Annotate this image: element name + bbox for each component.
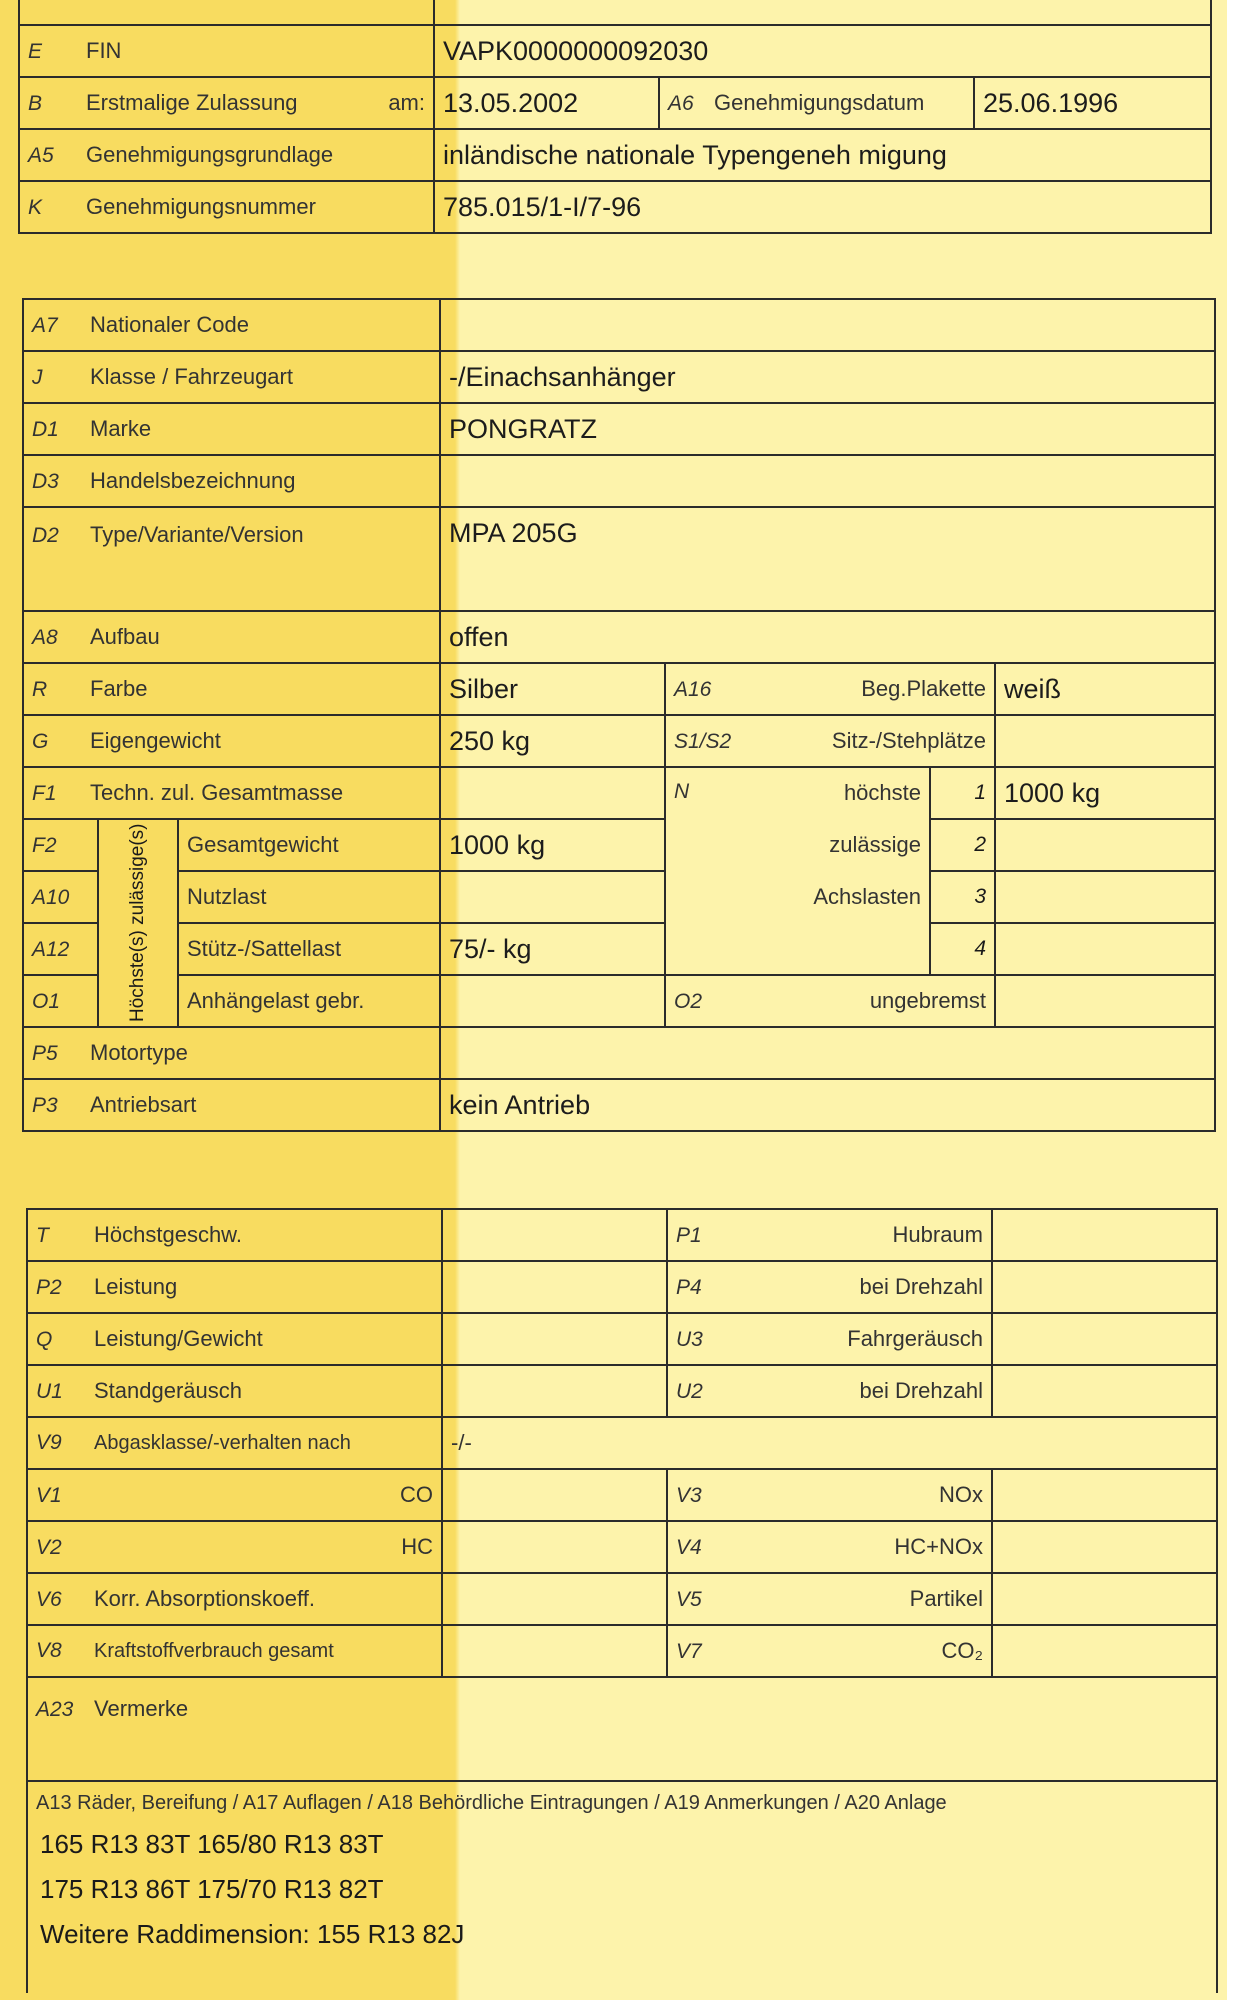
row-V9: V9 Abgasklasse/-verhalten nach -/- (27, 1417, 1217, 1469)
row-R: R Farbe Silber A16 Beg.Plakette weiß (23, 663, 1215, 715)
row-V6: V6 Korr. Absorptionskoeff. V5 Partikel (27, 1573, 1217, 1625)
row-A7: A7 Nationaler Code (23, 299, 1215, 351)
row-P5: P5 Motortype (23, 1027, 1215, 1079)
row-V1: V1 CO V3 NOx (27, 1469, 1217, 1521)
approval-date-value: 25.06.1996 (974, 77, 1211, 129)
technical-data-table (26, 1208, 1218, 1993)
row-A12: A12 Stütz-/Sattellast 75/- kg 4 (23, 923, 1215, 975)
registration-top-table (18, 0, 1212, 234)
axle-load-label: N höchste zulässige Achslasten (665, 767, 930, 975)
row-K: K Genehmigungsnummer 785.015/1-I/7-96 (19, 181, 1211, 233)
tire-line: Weitere Raddimension: 155 R13 82J (40, 1919, 465, 1949)
row-F1: F1 Techn. zul. Gesamtmasse N höchste zulässige Achslasten 1 1000 kg (23, 767, 1215, 819)
vertical-label: Höchste(s) zulässige(s) (98, 819, 178, 1027)
tire-line: 165 R13 83T 165/80 R13 83T (40, 1829, 384, 1859)
row-A10: A10 Nutzlast 3 (23, 871, 1215, 923)
cut-off-row (19, 0, 434, 25)
row-P2: P2 Leistung P4 bei Drehzahl (27, 1261, 1217, 1313)
remarks-header: A13 Räder, Bereifung / A17 Auflagen / A18 Behördliche Eintragungen / A19 Anmerkungen / A20 Anlage (36, 1792, 947, 1814)
row-A13 (27, 1781, 1217, 1993)
row-A5: A5 Genehmigungsgrundlage inländische nationale Typengeneh migung (19, 129, 1211, 181)
approval-number-value: 785.015/1-I/7-96 (434, 181, 1211, 233)
row-P3: P3 Antriebsart kein Antrieb (23, 1079, 1215, 1131)
row-D3: D3 Handelsbezeichnung (23, 455, 1215, 507)
row-Q: Q Leistung/Gewicht U3 Fahrgeräusch (27, 1313, 1217, 1365)
axle-1-value: 1000 kg (995, 767, 1215, 819)
row-E: E FIN VAPK0000000092030 (19, 25, 1211, 77)
paper-edge (1227, 0, 1257, 2000)
row-T: T Höchstgeschw. P1 Hubraum (27, 1209, 1217, 1261)
fin-value: VAPK0000000092030 (434, 25, 1211, 77)
approval-basis-value: inländische nationale Typengeneh migung (434, 129, 1211, 181)
row-D1: D1 Marke PONGRATZ (23, 403, 1215, 455)
row-J: J Klasse / Fahrzeugart -/Einachsanhänger (23, 351, 1215, 403)
row-F2: F2 Höchste(s) zulässige(s) Gesamtgewicht 1000 kg 2 (23, 819, 1215, 871)
row-A8: A8 Aufbau offen (23, 611, 1215, 663)
row-O1: O1 Anhängelast gebr. O2 ungebremst (23, 975, 1215, 1027)
tire-line: 175 R13 86T 175/70 R13 82T (40, 1874, 384, 1904)
row-D2: D2 Type/Variante/Version MPA 205G (23, 507, 1215, 611)
row-V2: V2 HC V4 HC+NOx (27, 1521, 1217, 1573)
row-A23: A23 Vermerke (27, 1677, 1217, 1781)
row-V8: V8 Kraftstoffverbrauch gesamt V7 CO₂ (27, 1625, 1217, 1677)
tire-notes (36, 1829, 1208, 1950)
first-registration-value: 13.05.2002 (434, 77, 659, 129)
row-G: G Eigengewicht 250 kg S1/S2 Sitz-/Stehplätze (23, 715, 1215, 767)
vehicle-data-table (22, 298, 1216, 1132)
row-B: B Erstmalige Zulassung am: 13.05.2002 A6 Genehmigungsdatum 25.06.1996 (19, 77, 1211, 129)
row-U1: U1 Standgeräusch U2 bei Drehzahl (27, 1365, 1217, 1417)
